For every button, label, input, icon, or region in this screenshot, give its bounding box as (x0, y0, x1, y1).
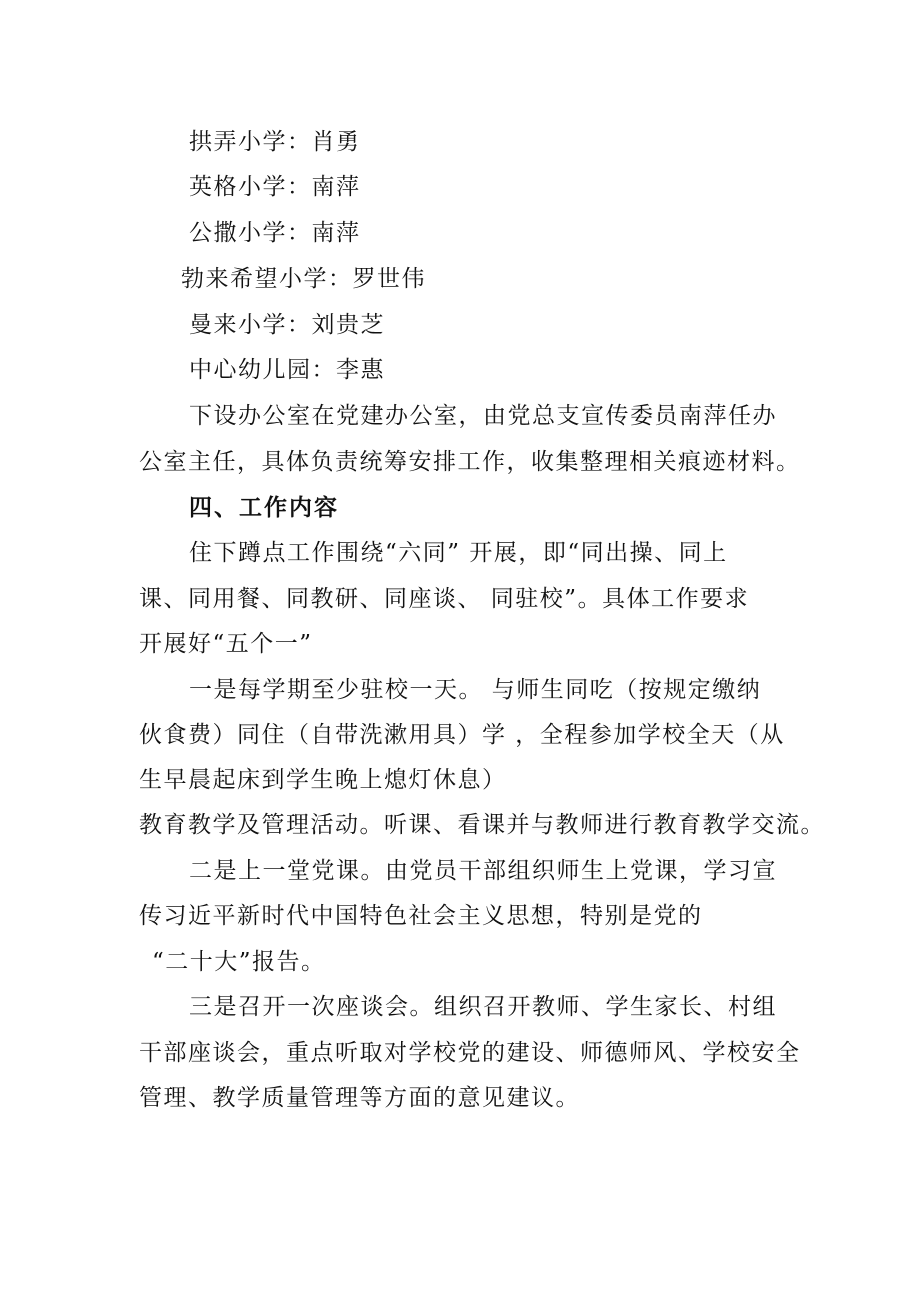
text-line: 公室主任，具体负责统筹安排工作，收集整理相关痕迹材料。 (139, 449, 801, 475)
text-line: 生早晨起床到学生晚上熄灯休息） (139, 767, 507, 793)
text-line: “二十大”报告。 (152, 949, 326, 975)
text-line: 伙食费）同住（自带洗漱用具）学 ，全程参加学校全天（从 (139, 722, 785, 748)
text-line: 住下蹲点工作围绕“六同” 开展，即“同出操、同上 (189, 540, 728, 566)
text-line: 一是每学期至少驻校一天。 与师生同吃（按规定缴纳 (189, 677, 762, 703)
text-line: 课、同用餐、同教研、同座谈、 同驻校”。具体工作要求 (139, 586, 750, 612)
text-line: 公撒小学：南萍 (189, 220, 361, 246)
text-line: 英格小学：南萍 (189, 174, 361, 200)
text-line: 二是上一堂党课。由党员干部组织师生上党课，学习宣 (189, 858, 777, 884)
section-heading: 四、工作内容 (189, 495, 339, 521)
text-line: 开展好“五个一” (139, 631, 313, 657)
text-line: 中心幼儿园：李惠 (189, 357, 385, 383)
text-line: 管理、教学质量管理等方面的意见建议。 (139, 1085, 580, 1111)
text-line: 干部座谈会，重点听取对学校党的建设、师德师风、学校安全 (139, 1040, 801, 1066)
text-line: 曼来小学：刘贵芝 (189, 312, 385, 338)
text-line: 三是召开一次座谈会。组织召开教师、学生家长、村组 (189, 994, 777, 1020)
text-line: 下设办公室在党建办公室，由党总支宣传委员南萍任办 (189, 403, 777, 429)
text-line: 教育教学及管理活动。听课、看课并与教师进行教育教学交流。 (139, 812, 825, 838)
text-line: 拱弄小学：肖勇 (189, 129, 361, 155)
text-line: 勃来希望小学：罗世伟 (181, 266, 426, 292)
text-line: 传习近平新时代中国特色社会主义思想，特别是党的 (139, 903, 703, 929)
